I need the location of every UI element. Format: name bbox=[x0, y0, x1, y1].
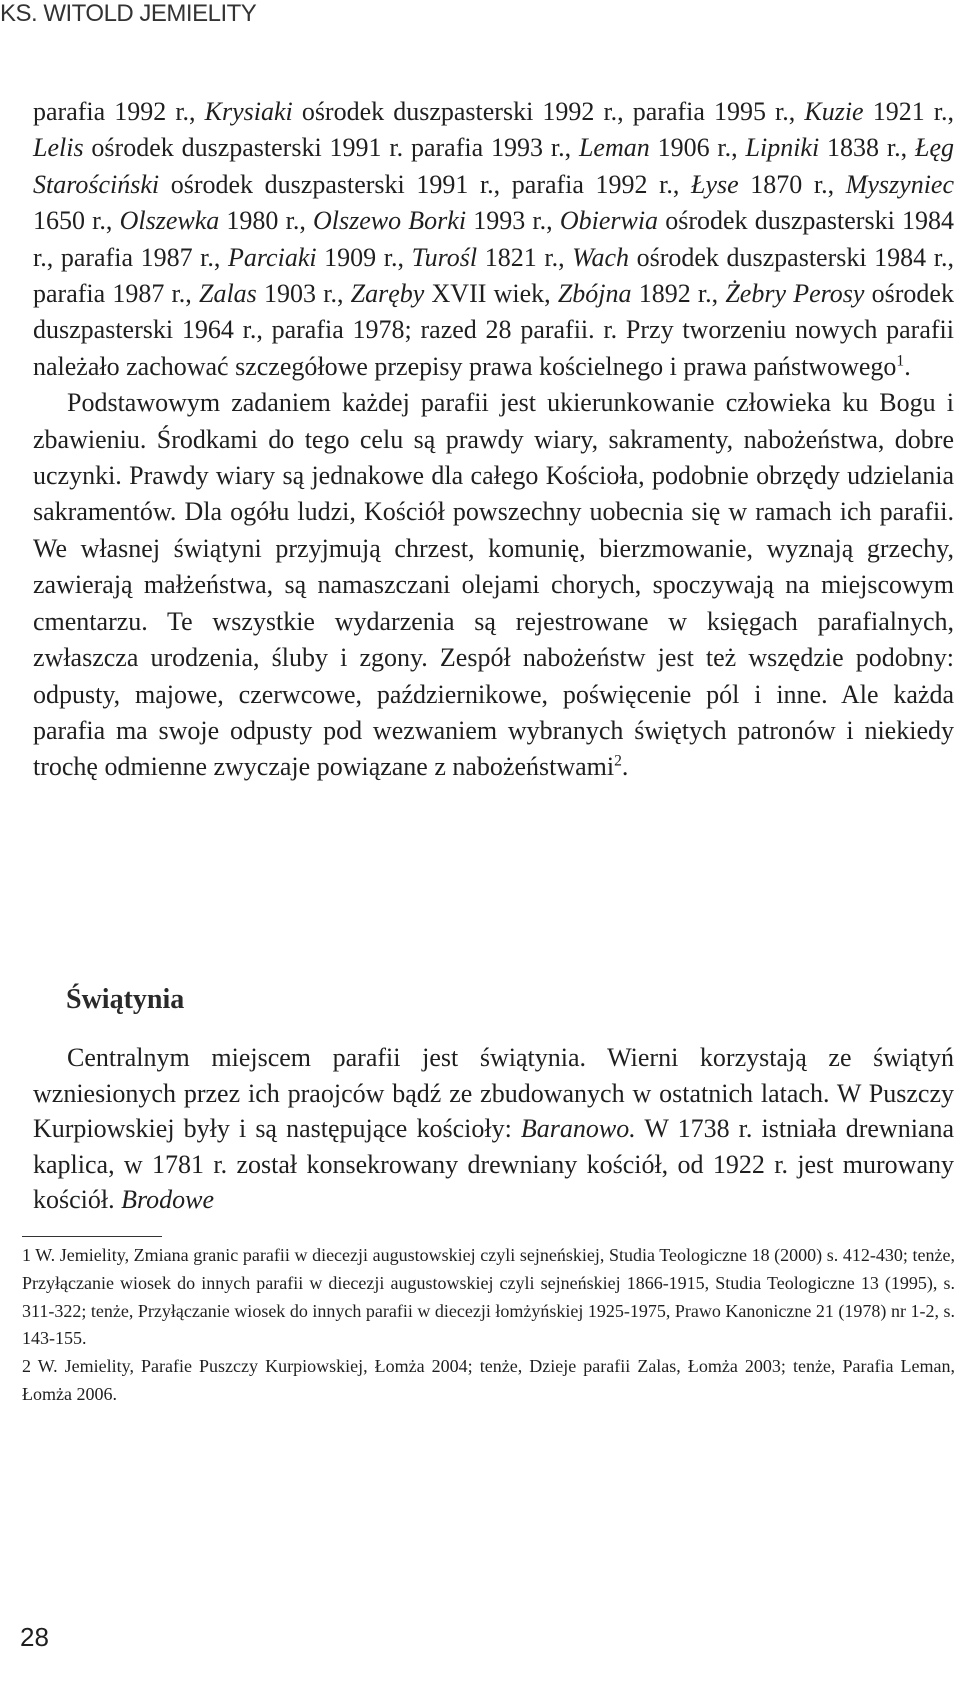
place-name: Zalas bbox=[199, 279, 257, 309]
place-name: Olszewka bbox=[119, 206, 220, 236]
running-header: KS. WITOLD JEMIELITY bbox=[0, 0, 257, 27]
paragraph-parish-purpose bbox=[33, 385, 954, 785]
text-segment: 1892 r., bbox=[631, 279, 726, 309]
text-segment: XVII wiek, bbox=[424, 279, 558, 309]
text-segment: Centralnym miejscem parafii jest świątynia. Wierni korzystają ze świątyń wzniesionych przez ich praojców bądź ze zbudowanych w ostatnich latach. W Puszczy Kurpiowskiej były i są następujące kościoły: bbox=[33, 1043, 954, 1143]
place-name: Zaręby bbox=[350, 279, 425, 309]
footnote-1: 1 W. Jemielity, Zmiana granic parafii w diecezji augustowskiej czyli sejneńskiej, Studia Teologiczne 18 (2000) s. 412-430; tenże, Przyłączanie wiosek do innych parafii w diecezji augustowskiej czyli sejneńskiej 1866-1915, Studia Teologiczne 13 (1995), s. 311-322; tenże, Przyłączanie wiosek do innych parafii w diecezji łomżyńskiej 1925-1975, Prawo Kanoniczne 21 (1978) nr 1-2, s. 143-155. bbox=[22, 1245, 955, 1349]
place-name: Olszewo Borki bbox=[313, 206, 467, 236]
place-name: Obierwia bbox=[559, 206, 659, 236]
footnote-ref-2: 2 bbox=[614, 752, 622, 770]
text-segment: 1821 r., bbox=[477, 242, 573, 272]
text-segment: 1909 r., bbox=[316, 242, 412, 272]
footnotes-block bbox=[22, 1242, 955, 1409]
text-segment: . bbox=[904, 351, 911, 381]
text-segment: 1906 r., bbox=[649, 133, 746, 163]
paragraph-parish-list bbox=[33, 94, 954, 385]
paragraph-text: Podstawowym zadaniem każdej parafii jest ukierunkowanie człowieka ku Bogu i zbawieniu. Środkami do tego celu są prawdy wiary, sakramenty, nabożeństwa, dobre uczynki. Prawdy wiary są jednakowe dla całego Kościoła, podobnie obrzędy udzielania sakramentów. Dla ogółu ludzi, Kościół powszechny uobecnia się w ramach ich parafii. We własnej świątyni przyjmują chrzest, komunię, bierzmowanie, wyznają grzechy, zawierają małżeństwa, są namaszczani olejami chorych, spoczywają na miejscowym cmentarzu. Te wszystkie wydarzenia są rejestrowane w księgach parafialnych, zwłaszcza urodzenia, śluby i zgony. Zespół nabożeństw jest też wszędzie podobny: odpusty, majowe, czerwcowe, październikowe, poświęcenie pól i inne. Ale każda parafia ma swoje odpusty pod wezwaniem wybranych świętych patronów i niekiedy trochę odmienne zwyczaje powiązane z nabożeństwami bbox=[33, 388, 954, 782]
section-text-block bbox=[33, 1040, 954, 1218]
text-segment: 1838 r., bbox=[819, 133, 915, 163]
place-name: Brodowe bbox=[121, 1185, 215, 1214]
text-segment: 1993 r., bbox=[466, 206, 560, 236]
page-number: 28 bbox=[20, 1622, 49, 1652]
text-segment: ośrodek duszpasterski 1964 r., parafia 1978; razed 28 parafii. r. Przy tworzeniu nowych parafii należało zachować szczegółowe przepisy prawa kościelnego i prawa państwowego bbox=[33, 279, 954, 381]
place-name: Żebry Perosy bbox=[725, 279, 865, 309]
text-segment: ośrodek duszpasterski 1991 r., parafia 1992 r., bbox=[159, 169, 691, 199]
text-segment: W 1738 r. istniała drewniana kaplica, w 1781 r. został konsekrowany drewniany kościół, od 1922 r. jest murowany kościół. bbox=[33, 1114, 954, 1214]
text-segment: ośrodek duszpasterski 1984 r., parafia 1987 r., bbox=[33, 242, 955, 309]
main-text-block bbox=[33, 94, 954, 786]
text-segment: 1921 r., bbox=[863, 97, 954, 126]
text-segment: . bbox=[621, 752, 629, 782]
text-segment: ośrodek duszpasterski 1991 r. parafia 1993 r., bbox=[83, 133, 579, 163]
place-name: Wach bbox=[572, 242, 629, 272]
place-name: Turośl bbox=[411, 242, 478, 272]
footnote-2: 2 W. Jemielity, Parafie Puszczy Kurpiowskiej, Łomża 2004; tenże, Dzieje parafii Zalas, Łomża 2003; tenże, Parafia Leman, Łomża 2006. bbox=[22, 1356, 955, 1404]
text-segment: 1903 r., bbox=[256, 279, 351, 309]
place-name: Lipniki bbox=[745, 133, 820, 163]
place-name: Myszyniec bbox=[845, 169, 954, 199]
place-name: Baranowo. bbox=[520, 1114, 636, 1143]
place-name: Lelis bbox=[33, 133, 84, 163]
place-name: Parciaki bbox=[228, 242, 317, 272]
place-name: Łęg Starościński bbox=[33, 133, 954, 199]
place-name: Zbójna bbox=[557, 279, 632, 309]
place-name: Łyse bbox=[691, 169, 739, 199]
place-name: Leman bbox=[578, 133, 650, 163]
paragraph-churches bbox=[33, 1040, 954, 1218]
footnote-separator bbox=[22, 1236, 162, 1237]
place-name: Krysiaki bbox=[204, 97, 293, 126]
text-segment: parafia 1992 r., bbox=[33, 97, 205, 126]
text-segment: ośrodek duszpasterski 1984 r., parafia 1987 r., bbox=[33, 206, 954, 272]
text-segment: ośrodek duszpasterski 1992 r., parafia 1995 r., bbox=[292, 97, 805, 126]
section-heading: Świątynia bbox=[66, 984, 185, 1015]
text-segment: 1870 r., bbox=[738, 169, 846, 199]
footnote-ref-1: 1 bbox=[896, 352, 905, 370]
text-segment: 1650 r., bbox=[33, 206, 120, 236]
place-name: Kuzie bbox=[804, 97, 864, 126]
text-segment: 1980 r., bbox=[219, 206, 313, 236]
